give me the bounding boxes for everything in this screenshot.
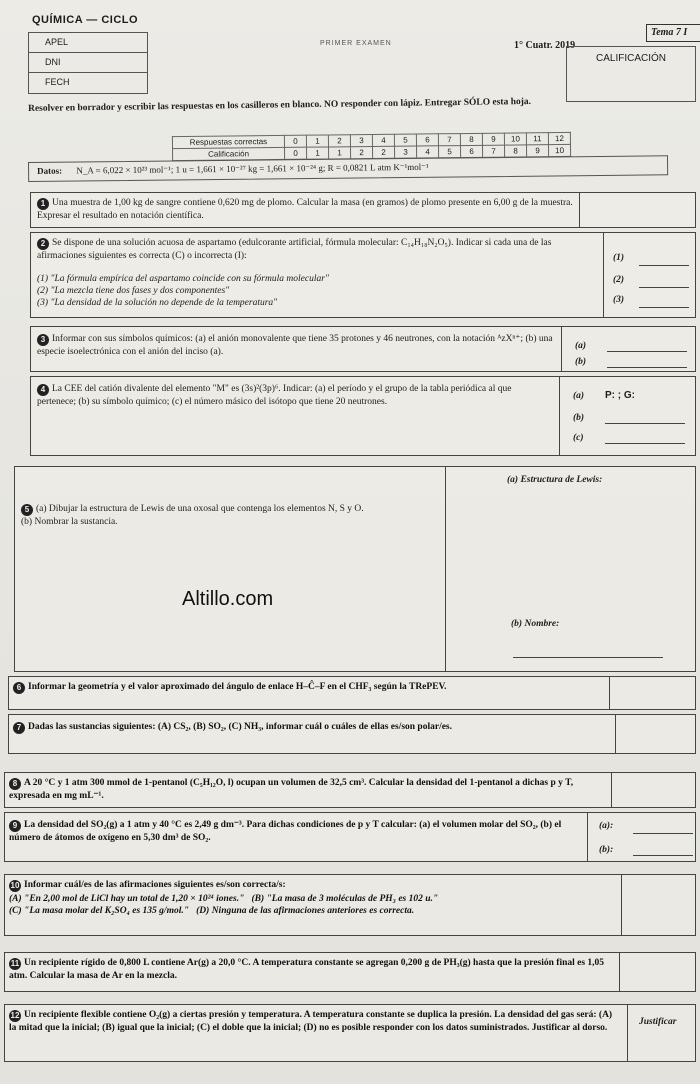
answer-field-c[interactable] — [605, 443, 685, 444]
question-number: 5 — [21, 504, 33, 516]
question-number: 8 — [9, 778, 21, 790]
answer-box[interactable] — [611, 773, 697, 807]
question-number: 1 — [37, 198, 49, 210]
question-text: La densidad del SO₂(g) a 1 atm y 40 °C es 2,49 g dm⁻³. Para dichas condiciones de p y T calcular: (a) el volumen molar del SO₂, (b) el número de átomos de oxígeno en 5,30 dm³ de SO₂. — [9, 820, 562, 843]
score-cell: 7 — [438, 134, 460, 146]
statement-2: (2) "La mezcla tiene dos fases y dos componentes" — [37, 286, 230, 296]
datos-text: N_A = 6,022 × 10²³ mol⁻¹; 1 u = 1,661 × 10⁻²⁷ kg = 1,661 × 10⁻²⁴ g; R = 0,0821 L atm K⁻¹mol⁻¹ — [76, 161, 429, 176]
question-number: 3 — [37, 334, 49, 346]
score-cell: 11 — [526, 133, 548, 145]
watermark: Altillo.com — [182, 588, 274, 610]
answer-field-3[interactable] — [639, 307, 689, 308]
question-text: (a) Dibujar la estructura de Lewis de una oxosal que contenga los elementos N, S y O. — [36, 504, 364, 514]
score-cell: 10 — [548, 144, 570, 156]
field-apellido[interactable]: APEL — [29, 33, 147, 53]
score-cell: 2 — [372, 146, 394, 158]
answer-column — [561, 327, 562, 371]
score-cell: 9 — [526, 145, 548, 157]
score-cell: 4 — [416, 146, 438, 158]
question-number: 7 — [13, 722, 25, 734]
answer-label-1: (1) — [613, 253, 625, 263]
question-4 — [30, 376, 696, 456]
score-cell: 4 — [372, 134, 394, 146]
answer-label-b: (b) — [575, 357, 587, 367]
answer-box[interactable] — [615, 715, 697, 753]
answer-field-b[interactable] — [605, 423, 685, 424]
answer-box[interactable] — [627, 1005, 697, 1061]
exam-name: PRIMER EXAMEN — [320, 40, 392, 47]
score-cell: 7 — [482, 145, 504, 157]
question-text: Un recipiente rígido de 0,800 L contiene Ar(g) a 20,0 °C. A temperatura constante se agregan 0,200 g de PH₃(g) hasta que la presión final es 1,05 atm. Calcular la masa de Ar en la mezcla. — [9, 958, 605, 981]
datos-label: Datos: — [37, 165, 63, 176]
option-b: (B) "La masa de 3 moléculas de PH₃ es 102 u." — [251, 894, 439, 904]
score-cell: 2 — [351, 146, 373, 158]
nombre-field[interactable] — [513, 657, 663, 658]
question-number: 9 — [9, 820, 21, 832]
answer-field-a[interactable] — [633, 833, 693, 834]
question-number: 6 — [13, 682, 25, 694]
score-cell: 5 — [438, 146, 460, 158]
question-5 — [14, 466, 696, 672]
score-cell: 6 — [460, 145, 482, 157]
answer-label-a: (a) — [573, 391, 585, 401]
field-dni[interactable]: DNI — [29, 53, 147, 73]
answer-label-3: (3) — [613, 295, 625, 305]
answer-field-b[interactable] — [633, 855, 693, 856]
question-text: Una muestra de 1,00 kg de sangre contiene 0,620 mg de plomo. Calcular la masa (en gramos) de plomo presente en 6,00 g de la muestra. Expresar el resultado en notación científica. — [37, 198, 573, 221]
question-3 — [30, 326, 696, 372]
calificacion-box: CALIFICACIÓN — [566, 46, 696, 102]
answer-field-a[interactable] — [607, 351, 687, 352]
question-text-b: (b) Nombrar la sustancia. — [21, 517, 118, 527]
answer-field-2[interactable] — [639, 287, 689, 288]
score-cell: 12 — [548, 132, 570, 144]
question-text: Informar cuál/es de las afirmaciones siguientes es/son correcta/s: — [24, 880, 286, 890]
score-cell: 6 — [416, 134, 438, 146]
score-cell: 8 — [504, 145, 526, 157]
score-cell: 5 — [394, 134, 416, 146]
subject-title: QUÍMICA — CICLO — [32, 14, 139, 26]
exam-period: 1° Cuatr. 2019 — [514, 40, 576, 51]
score-row-label: Respuestas correctas — [172, 135, 284, 148]
option-d: (D) Ninguna de las afirmaciones anteriores es correcta. — [196, 906, 415, 916]
option-c: (C) "La masa molar del K₂SO₄ es 135 g/mol." — [9, 906, 189, 916]
question-number: 10 — [10, 881, 20, 890]
answer-column — [559, 377, 560, 455]
answer-hint-period-group[interactable]: P: ; G: — [605, 390, 635, 401]
score-cell: 2 — [328, 135, 350, 147]
question-8 — [4, 772, 696, 808]
score-cell: 9 — [482, 133, 504, 145]
question-text: Informar con sus símbolos químicos: (a) el anión monovalente que tiene 35 protones y 46 neutrones, con la notación ᴬzXⁿ⁺; (b) una especie isoelectrónica con el anión del inciso (a). — [37, 334, 553, 357]
answer-column — [587, 813, 588, 861]
lewis-structure-area[interactable] — [445, 467, 695, 671]
statement-3: (3) "La densidad de la solución no depende de la temperatura" — [37, 298, 278, 308]
score-cell: 3 — [350, 134, 372, 146]
tema-badge: Tema 7 I — [646, 24, 700, 42]
question-text: Se dispone de una solución acuosa de aspartamo (edulcorante artificial, fórmula molecular: C₁₄H₁₈N₂O₅). Indicar si cada una de las afirmaciones siguientes es correcta (C) o incorrecta (I): — [37, 238, 552, 261]
field-fecha[interactable]: FECH — [45, 77, 70, 87]
answer-field-1[interactable] — [639, 265, 689, 266]
question-12 — [4, 1004, 696, 1062]
answer-label-c: (c) — [573, 433, 584, 443]
score-row-label: Calificación — [173, 147, 285, 160]
question-number: 11 — [10, 959, 20, 968]
score-cell: 1 — [329, 147, 351, 159]
answer-column — [603, 233, 604, 317]
question-number: 2 — [37, 238, 49, 250]
question-text: Un recipiente flexible contiene O₂(g) a ciertas presión y temperatura. A temperatura constante se duplica la presión. La densidad del gas será: (A) la mitad que la inicial; (B) igual que la inicial; (C) el doble que la inicial; (D) no es posible responder con los datos suministrados. Justificar al dorso. — [9, 1010, 613, 1033]
question-text: Dadas las sustancias siguientes: (A) CS₂, (B) SO₂, (C) NH₃, informar cuál o cuáles de ellas es/son polar/es. — [28, 722, 453, 732]
question-number: 4 — [37, 384, 49, 396]
score-cell: 1 — [306, 135, 328, 147]
score-cell: 8 — [460, 133, 482, 145]
question-text: Informar la geometría y el valor aproximado del ángulo de enlace H–Ĉ–F en el CHF₃ según la TRePEV. — [28, 682, 447, 692]
answer-box[interactable] — [609, 677, 697, 709]
question-2 — [30, 232, 696, 318]
answer-field-b[interactable] — [607, 367, 687, 368]
answer-label-b: (b) — [573, 413, 585, 423]
exam-header — [28, 10, 693, 110]
student-fields — [28, 32, 148, 94]
question-1 — [30, 192, 696, 228]
question-text: La CEE del catión divalente del elemento "M" es (3s)²(3p)⁶. Indicar: (a) el período y el grupo de la tabla periódica al que pertenece; (b) su símbolo químico; (c) el número másico del isótopo que tiene 20 neutrones. — [37, 384, 512, 407]
question-text: A 20 °C y 1 atm 300 mmol de 1-pentanol (C₅H₁₂O, l) ocupan un volumen de 32,5 cm³. Calcular la densidad del 1-pentanol a dichas p y T, expresada en mg mL⁻¹. — [9, 778, 574, 801]
score-cell: 3 — [394, 146, 416, 158]
score-cell: 0 — [284, 135, 306, 147]
question-number: 12 — [10, 1011, 20, 1020]
question-10 — [4, 874, 696, 936]
question-11 — [4, 952, 696, 992]
answer-box[interactable] — [621, 875, 697, 935]
question-6 — [8, 676, 696, 710]
score-cell: 0 — [285, 147, 307, 159]
datos-box — [28, 155, 668, 182]
question-7 — [8, 714, 696, 754]
answer-label-b: (b): — [599, 845, 614, 855]
instructions: Resolver en borrador y escribir las respuestas en los casilleros en blanco. NO responder con lápiz. Entregar SÓLO esta hoja. — [28, 96, 532, 114]
question-9 — [4, 812, 696, 862]
option-a: (A) "En 2,00 mol de LiCl hay un total de 1,20 × 10²⁴ iones." — [9, 894, 245, 904]
answer-box[interactable] — [619, 953, 697, 991]
answer-label-a: (a): — [599, 821, 614, 831]
statement-1: (1) "La fórmula empírica del aspartamo coincide con su fórmula molecular" — [37, 274, 329, 284]
score-cell: 10 — [504, 133, 526, 145]
score-cell: 1 — [307, 147, 329, 159]
answer-label-2: (2) — [613, 275, 625, 285]
answer-box[interactable] — [579, 193, 697, 227]
nombre-label: (b) Nombre: — [511, 619, 560, 629]
lewis-label: (a) Estructura de Lewis: — [507, 475, 603, 485]
justificar-label: Justificar — [639, 1017, 677, 1027]
answer-label-a: (a) — [575, 341, 587, 351]
